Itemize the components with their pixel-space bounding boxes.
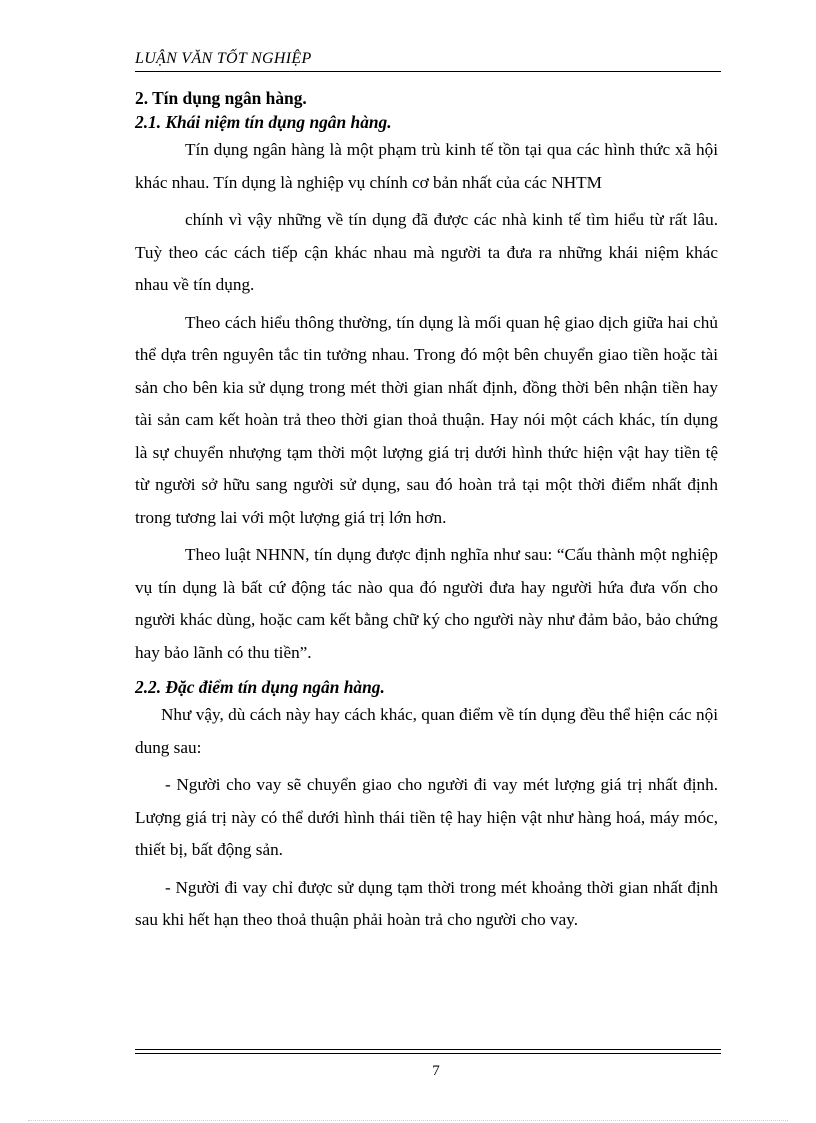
footer-rule — [135, 1053, 721, 1054]
paragraph: Như vậy, dù cách này hay cách khác, quan điểm về tín dụng đều thể hiện các nội dung sau: — [135, 705, 718, 757]
footer-rule — [135, 1049, 721, 1050]
paragraph: Theo cách hiểu thông thường, tín dụng là mối quan hệ giao dịch giữa hai chủ thể dựa trên nguyên tắc tin tưởng nhau. Trong đó một bên chuyển giao tiền hoặc tài sản cho bên kia sử dụng trong mét thời gian nhất định, đồng thời bên nhận tiền hay tài sản cam kết hoàn trả theo thời gian thoả thuận. Hay nói một cách khác, tín dụng là sự chuyển nhượng tạm thời một lượng giá trị dưới hình thức hiện vật hay tiền tệ từ người sở hữu sang người sử dụng, sau đó hoàn trả tại một thời điểm nhất định trong tương lai với một lượng giá trị lớn hơn. — [135, 312, 718, 527]
subsection-heading-characteristics: 2.2. Đặc điểm tín dụng ngân hàng. — [135, 677, 385, 697]
page-content — [135, 86, 718, 942]
bullet-item: - Người cho vay sẽ chuyển giao cho người đi vay mét lượng giá trị nhất định. Lượng giá trị này có thể dưới hình thái tiền tệ hay hiện vật như hàng hoá, máy móc, thiết bị, bất động sản. — [135, 775, 718, 859]
paragraph: Theo luật NHNN, tín dụng được định nghĩa như sau: “Cấu thành một nghiệp vụ tín dụng là bất cứ động tác nào qua đó người đưa hay người hứa đưa vốn cho người khác dùng, hoặc cam kết bằng chữ ký cho người này như đảm bảo, bảo chứng hay bảo lãnh có thu tiền”. — [135, 545, 718, 662]
running-header: LUẬN VĂN TỐT NGHIỆP — [135, 50, 312, 67]
header-rule — [135, 71, 721, 72]
page-number: 7 — [432, 1063, 440, 1079]
paragraph: Tín dụng ngân hàng là một phạm trù kinh tế tồn tại qua các hình thức xã hội khác nhau. Tín dụng là nghiệp vụ chính cơ bản nhất của các NHTM — [135, 140, 718, 192]
paragraph: chính vì vậy những về tín dụng đã được các nhà kinh tế tìm hiểu từ rất lâu. Tuỳ theo các cách tiếp cận khác nhau mà người ta đưa ra những khái niệm khác nhau về tín dụng. — [135, 210, 718, 294]
section-heading: 2. Tín dụng ngân hàng. — [135, 88, 307, 108]
bullet-item: - Người đi vay chỉ được sử dụng tạm thời trong mét khoảng thời gian nhất định sau khi hết hạn theo thoả thuận phải hoàn trả cho người cho vay. — [135, 877, 718, 929]
page-edge-line — [28, 1120, 788, 1121]
subsection-heading-concept: 2.1. Khái niệm tín dụng ngân hàng. — [135, 112, 392, 132]
